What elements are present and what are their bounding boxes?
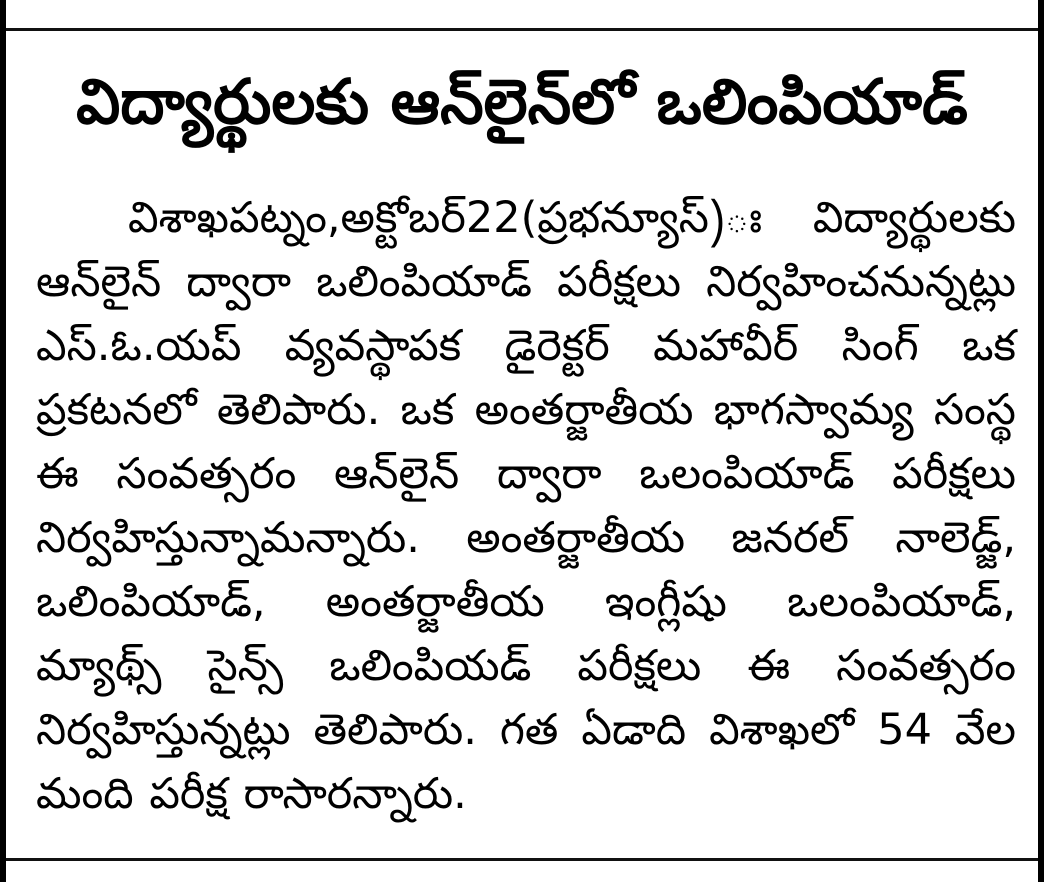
top-rule: [6, 28, 1038, 31]
article-headline: విద్యార్థులకు ఆన్‌లైన్‌లో ఒలింపియాడ్: [76, 65, 968, 138]
article-body: విశాఖపట్నం,అక్టోబర్22(ప్రభన్యూస్)ః విద్యార్థులకు ఆన్‌లైన్ ద్వారా ఒలింపియాడ్ పరీక్షలు నిర్వహించనున్నట్లు ఎస్.ఓ.యప్ వ్యవస్థాపక డైరెక్టర్ మహావీర్ సింగ్ ఒక ప్రకటనలో తెలిపారు. ఒక అంతర్జాతీయ భాగస్వామ్య సంస్థ ఈ సంవత్సరం ఆన్‌లైన్ ద్వారా ఒలంపియాడ్ పరీక్షలు నిర్వహిస్తున్నామన్నారు. అంతర్జాతీయ జనరల్ నాలెడ్జ్, ఒలింపియాడ్, అంతర్జాతీయ ఇంగ్లీషు ఒలంపియాడ్, మ్యాథ్స్ సైన్స్ ఒలింపియడ్ పరీక్షలు ఈ సంవత్సరం నిర్వహిస్తున్నట్లు తెలిపారు. గత ఏడాది విశాఖలో 54 వేల మంది పరీక్ష రాసారన్నారు.: [36, 193, 1016, 819]
top-strip: [6, 0, 1038, 28]
bottom-rule: [6, 858, 1038, 861]
